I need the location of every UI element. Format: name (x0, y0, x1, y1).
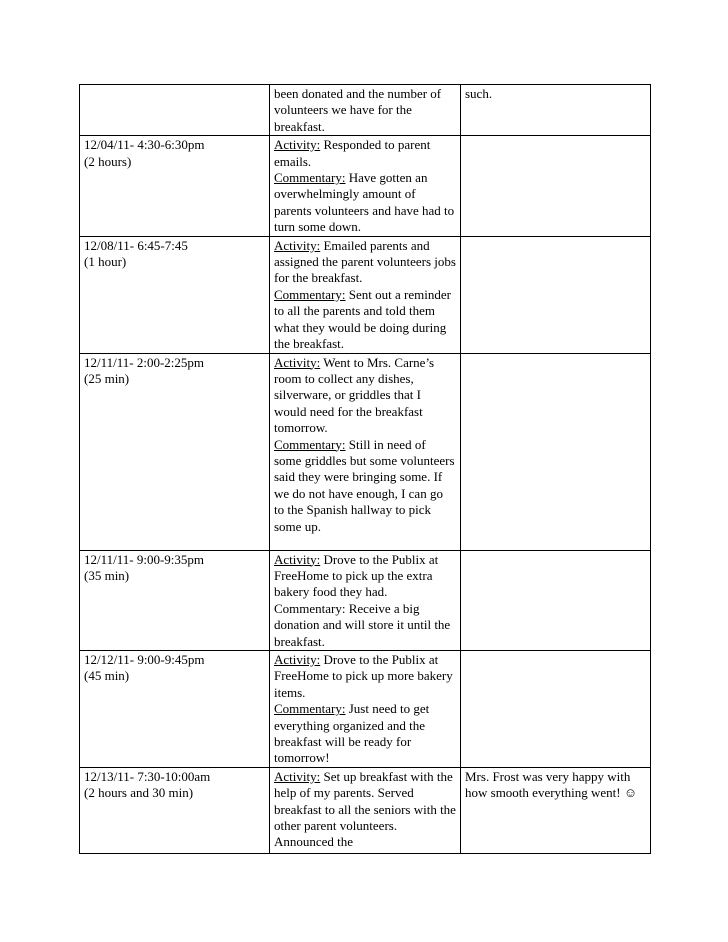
activity-text: Went to Mrs. Carne’s room to collect any dishes, silverware, or griddles that I would need for the breakfast tomorrow. (274, 354, 435, 436)
activity-text: Drove to the Publix at FreeHome to pick up the extra bakery food they had. (274, 551, 439, 600)
activity-text: Responded to parent emails. (274, 137, 431, 169)
date-text: 12/11/11- 9:00-9:35pm (84, 551, 205, 567)
activity-paragraph (274, 552, 456, 601)
commentary-paragraph (274, 601, 456, 650)
activity-text: Emailed parents and assigned the parent volunteers jobs for the breakfast. (274, 237, 456, 286)
activity-cell (270, 136, 461, 236)
table-row (80, 767, 651, 853)
table-row (80, 236, 651, 353)
activity-label: Activity: (274, 137, 321, 153)
commentary-text: Sent out a reminder to all the parents and told them what they would be doing during the breakfast. (274, 286, 451, 352)
duration-text: (1 hour) (84, 254, 127, 270)
date-cell (80, 550, 270, 650)
date-cell (80, 236, 270, 353)
table-row (80, 353, 651, 550)
notes-cell (461, 236, 651, 353)
commentary-text: been donated and the number of volunteers we have for the breakfast. (274, 86, 442, 134)
activity-label: Activity: (274, 768, 321, 784)
date-cell (80, 85, 270, 136)
activity-cell (270, 767, 461, 853)
commentary-text: Commentary: Receive a big donation and will store it until the breakfast. (274, 600, 451, 649)
date-text: 12/13/11- 7:30-10:00am (84, 768, 211, 784)
activity-cell (270, 650, 461, 767)
commentary-label: Commentary: (274, 286, 346, 302)
notes-cell (461, 136, 651, 236)
commentary-label: Commentary: (274, 436, 346, 452)
activity-paragraph (274, 769, 456, 851)
commentary-paragraph (274, 170, 456, 236)
notes-text: such. (465, 86, 493, 101)
notes-cell (461, 353, 651, 550)
date-cell (80, 353, 270, 550)
commentary-paragraph (274, 287, 456, 353)
activity-paragraph (274, 652, 456, 701)
commentary-label: Commentary: (274, 170, 346, 186)
activity-label: Activity: (274, 651, 321, 667)
activity-cell (270, 236, 461, 353)
notes-cell (461, 767, 651, 853)
commentary-text: Have gotten an overwhelmingly amount of parents volunteers and have had to turn some down. (274, 170, 455, 235)
commentary-text: Just need to get everything organized and the breakfast will be ready for tomorrow! (274, 701, 430, 766)
activity-label: Activity: (274, 237, 321, 253)
notes-text: Mrs. Frost was very happy with how smooth everything went! ☺ (465, 768, 638, 801)
date-cell (80, 767, 270, 853)
commentary-text: Still in need of some griddles but some volunteers said they were bringing some. If we do not have enough, I can go to the Spanish hallway to pick some up. (274, 436, 455, 534)
commentary-paragraph (274, 86, 456, 135)
activity-text: Drove to the Publix at FreeHome to pick up more bakery items. (274, 651, 453, 700)
table-row (80, 136, 651, 236)
table-row (80, 550, 651, 650)
duration-text: (2 hours and 30 min) (84, 785, 194, 801)
document-page (79, 84, 650, 854)
date-text: 12/04/11- 4:30-6:30pm (84, 137, 205, 153)
activity-paragraph (274, 355, 456, 437)
notes-cell (461, 650, 651, 767)
date-text: 12/08/11- 6:45-7:45 (84, 237, 188, 253)
activity-cell (270, 85, 461, 136)
activity-cell (270, 353, 461, 550)
date-cell (80, 650, 270, 767)
duration-text: (45 min) (84, 668, 130, 684)
table-row (80, 85, 651, 136)
date-text: 12/12/11- 9:00-9:45pm (84, 651, 205, 667)
service-log-table (79, 84, 651, 854)
activity-label: Activity: (274, 354, 321, 370)
notes-cell (461, 550, 651, 650)
notes-cell (461, 85, 651, 136)
duration-text: (2 hours) (84, 153, 132, 169)
commentary-paragraph (274, 437, 456, 535)
activity-label: Activity: (274, 551, 321, 567)
duration-text: (25 min) (84, 370, 130, 386)
activity-text: Set up breakfast with the help of my parents. Served breakfast to all the seniors with the other parent volunteers. Announced the (274, 768, 456, 850)
activity-paragraph (274, 238, 456, 287)
date-cell (80, 136, 270, 236)
commentary-label: Commentary: (274, 701, 346, 717)
date-text: 12/11/11- 2:00-2:25pm (84, 354, 205, 370)
duration-text: (35 min) (84, 567, 130, 583)
activity-paragraph (274, 137, 456, 170)
table-row (80, 650, 651, 767)
activity-cell (270, 550, 461, 650)
commentary-paragraph (274, 701, 456, 767)
